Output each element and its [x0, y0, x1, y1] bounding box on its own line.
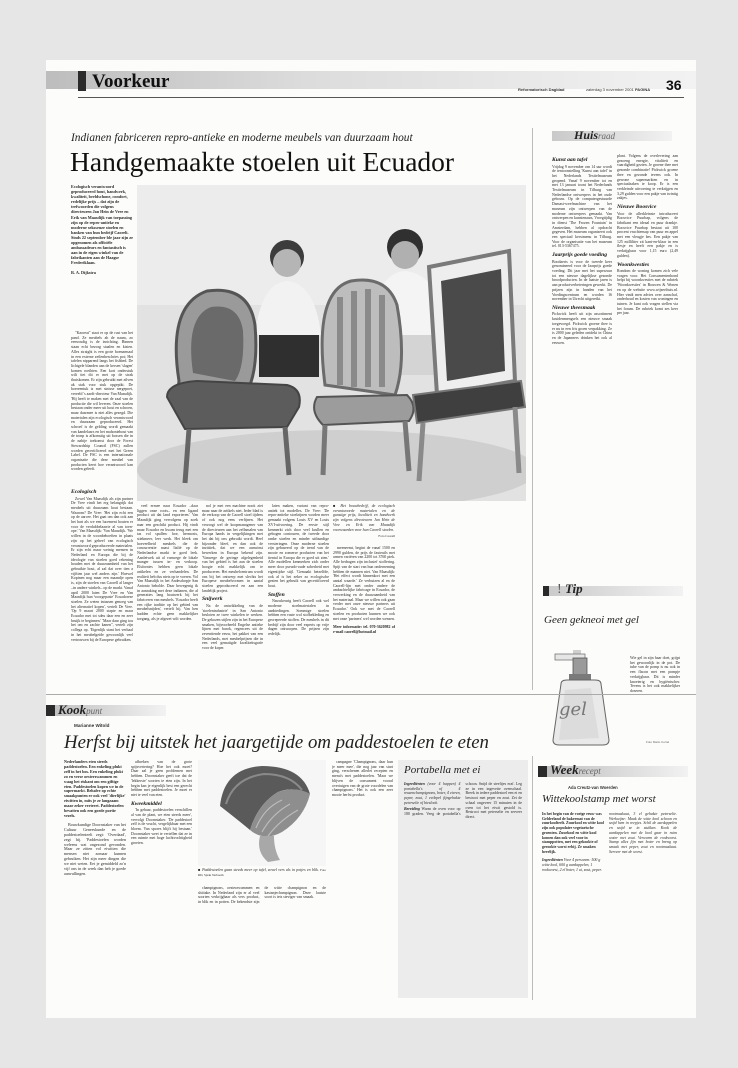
kookpunt-accent: [46, 705, 55, 716]
col3-text: veel ermee naar Ecuador –daar liggen onze roots– en een ligand product uit dat land exporteren.' Van Maasdijk ging vervolgens op zoek naar een geschikt product. Hij vindt maar Ecuador en kwam terug met een tas vol spullen: hoe, hermosis, stiekmeer, leer werk. Het bleek om hoeveelheid meubels die de concurrentie naast Italië op de Nederlandse markt te goed leek. Aanleiwek uit al vanwege de lokale manger tussen in- en verkoop. Elsfornies hebben geen lokale artikelen en ze verhandelen. De realiteit heb dus niets op te voeren. Vol Van Maasdijk in het Andesdorpje San Antonio beholde. Daar bewegenig ik in aanraking met deze indianen, die al generaties lang houtwerk bij het fabriceren van meubels. 'Ecuador heeft een rijke traditie op het gebied van meubelsnijden', vertelt hij. Van hen hadden echte geen makkelijker toegang, als je afgezet wilt worden.: [137, 504, 198, 621]
kookpunt-intro-column: [64, 760, 126, 1000]
recipe-method: Warm de oven voor op 180 graden. Veeg de portabella's schoon. Snijd de steeltjes eraf. Leg ze in een ingevette ovenschaal. Breek in iedere paddestoel een ei en bestrooi met peper en zout. Zet de schaal ongeveer 15 minuten in de oven tot het eiwit gestold is. Bestrooi met peterselie en serveer direct.: [404, 782, 522, 819]
kookpunt-column-4: [332, 760, 393, 1000]
kookpunt-title: [58, 702, 102, 719]
col5-text: laten maken, variant van repro-antiek tot modelles. De Vree: 'De repro-antieke stoelzijnen worden meer gemaakt volgens Louis XV en Louis XVI-uitvoering. De eerste stijl kenmerkt zich door veel krullen en gebogen contouren, de tweede door ranke stoelen en minder uitbundige versieringen. Onze moderne stoelen zijn gebaseerd op de trend van de mooie en zomerse producten van het tiental in Europa die er goed uit zien.' Alle modellen kenmerken zich onder meer door pseudo-oude soberheid met eigentijdse stijl. 'Gemaakt hetzelfde, ook al is het zeker zo ecologische gezien het gebruik van gecertificeerd hout.: [268, 504, 329, 588]
kookpunt-title-suffix: punt: [86, 706, 103, 716]
sidebar-item-3-text: Pickwick heeft uit zijn assortiment kruidenmengsels een nieuwe smaak toegevoegd. Pickwick groene thee is er nu in een fris groen verpakking. Ze is 2000 jaar geleden ontdekt in China en de Japanners drinken het ook al eeuwen.: [552, 312, 612, 345]
weekrecept-accent: [538, 766, 547, 777]
huisraad-title-main: Huis: [574, 128, 599, 142]
col2-text: Zowel Van Maasdijk als zijn partner De Vree vindt het erg belangrijk dat meubels uit duurzaam hout bestaan. Waarom? De Vree: 'Het zijn echt een op de aarcee. Het gaat om dan ook aan het hart als we een lucement houten er voor de verdubbelaarrie al van toen-ope.' Van Maasdijk: 'Van Maasdijk. 'We willen in de woonbehoeften in plaats zijn op het geheel van ecologisch verantwoord geproduceerde materialen. Er zijn echt maar weinig mensen in Nederland en Europa die bij de ideologie van stoelen goed rekening houden met de duurzaamheid van het gebruikte hout, al zal dat over tien a vijftien jaar wel anders zijn.' Hoewel Kopinen nog maar een maandje open is, zijn de stoelen van Caorell al langer –in andere winkels– op de markt. Vanaf april 2000 laten De Vree en Van Maasdijk hun 'voorgepaste' Ecuadorese stoelen. Ze weten intussen genoeg van het alternatief kopen', vertelt De Vree. 'Op 9 maart 2000 stapte en maar Ecuador met tot sdeu daar een en zeer bruijk te beginnen.' 'Maar daar ging tou het om en zachte kanen", vertelt zijn collega op. 'Eigenlijk stant het verhaal in het meubelgeïde gewoonlijk veel vertrouwen bij de Europese gebruiken.: [71, 496, 133, 642]
weekrecept-header: [538, 758, 688, 780]
byline: R. A. Dijkstra: [71, 269, 96, 275]
weekrecept-title: [550, 762, 601, 779]
col6-text: meeneemt, begint de vanaf 1500 en 2990 gulden, de prijs de fauteuils met armen variëren van 2200 tot 3760 piek. Alle bedragen zijn inclusief stoffering. Spijt van de start van hun onderneming hebben de mannen niet. Van Maasdijk: 'Het effect wordt binnenkort met een aantal waarde.' Ze verhuizen al en de Caorell-lijn met onder andere de ambachtelijke fabricage in Ecuador, de verwerking en de duurzaamheid van het materiaal. Maar we willen ook gaan verder met onze nieuwe partners uit Ecuador.' Ook we met de Caorell stoelen en producten kunnen we ook met onze 'partners' wel worden wensen.: [333, 546, 395, 621]
gel-bottle-photo: [551, 650, 625, 746]
mushroom-photo-credit: Foto RD, Sjaak Verboom: [198, 868, 326, 877]
sidebar-item-5-heading: Nieuwe Boosvice: [617, 204, 657, 211]
kookpunt-header: [46, 702, 166, 718]
tip-photo-credit: Foto Mario Cortel: [646, 740, 670, 744]
article-intro: [71, 184, 133, 334]
kookpunt-col3-text: champignons, oesterzwammen en shiitake. In Nederland zijn er al veel soorten verkrijgbaar als vers product, in blik en in potten. De bekendste zijn de witte champignon en de kastanjechampignon. Deze laatste soort is iets steviger van smaak.: [198, 886, 326, 905]
tip-band: [543, 586, 683, 596]
article-column-2: [71, 486, 133, 690]
tip-label: Tip: [565, 581, 583, 596]
weekrecept-title-suffix: recept: [578, 766, 601, 776]
page-number: 36: [666, 77, 682, 93]
sub-kweekmiddel: Kweekmiddel: [131, 800, 162, 807]
sidebar-divider: [532, 128, 533, 690]
article-headline: Handgemaakte stoelen uit Ecuador: [70, 146, 455, 177]
article-column-3: [137, 504, 198, 690]
sidebar-item-6-heading: Woonkwesties: [617, 261, 650, 268]
tip-accent: [543, 586, 549, 596]
sidebar-item-3-heading: Nieuwe theesmaak: [552, 304, 596, 311]
mushroom-illustration: [198, 760, 326, 866]
tip-icon: !: [557, 582, 562, 597]
sub-stoffen: Stoffen: [268, 591, 285, 598]
chairs-photo: [137, 185, 526, 501]
sidebar-column-1: [552, 154, 612, 574]
tip-text-block: [630, 656, 680, 730]
gel-bottle-label: gel: [559, 699, 587, 720]
sidebar-item-2-text: Boodaerts is voor de tweede keer genomineerd voor de Jaarprijs goede voeding. Dit jaar met het superzuur tot een nieuwe dagelijkse gezonde broodproducten. In de laatste jaren is aan productverbeteringen gewerkt. De prijzen zijn in handen van het Voedingscentrum en worden 16 november in Utrecht uitgereikt.: [552, 259, 612, 302]
sub-ecologisch: Ecologisch: [71, 489, 97, 495]
weekrecept-headline: Wittekoolstamp met worst: [542, 793, 656, 805]
weekrecept-column-2: [609, 812, 677, 1000]
date-label: zaterdag 3 november 2001: [586, 87, 634, 92]
col5b-text: Nauwkeurig heeft Caorell ook wel moderne stoelmaterialen in aanbiedingen. Sommige stoelen hebben een vaste wol stofbekleding en gecrepeerde stoffen. De meubels in dit bedrijf zijn door veel experts op vrije dagen ontworpen. De prijzen zijn redelijk.: [268, 599, 329, 637]
sidebar-column-2: [617, 154, 678, 574]
sidebar-item-6-text: Rondom de woning komen zich vele vragen voor. Het Consumentenbond helpt bij woonkwesties met de rubriek 'Woonkwesties' in Bouwen & Wonen en op de website www.wijzerthuis.nl. Hier vindt men advies over aanschaf, onderhoud en kosten van woningen en tuinen. Je kunt ook vragen stellen via het forum. De rubriek komt zes keer per jaar.: [617, 269, 678, 316]
tip-header: [543, 580, 683, 602]
article-kicker: Indianen fabriceren repro-antieke en moderne meubels van duurzaam hout: [71, 132, 413, 144]
recipe-method-label: Bereiding: [404, 807, 420, 812]
kookpunt-column-2: [131, 760, 192, 1000]
weekrecept-divider: [532, 756, 533, 1000]
recipe-box: [398, 760, 528, 998]
photo-caption: [333, 504, 395, 532]
newspaper-name: Reformatorisch Dagblad: [518, 87, 565, 92]
sidebar-item-5-text: Voor de allerkleinste introduceert Boosvice Puurbap, volgens de fabrikant een ideaal en puur drankje. Boosvice Puurbap bestaat uit 100 procent vruchtensap van puur en appel met een vleugje bes. Een pakje van 125 milliliter zit kant-en-klaar in een flesje en heeft een pakje en is verkrijgbaar voor 1,15 euro (2,49 gulden).: [617, 211, 678, 258]
article-column-1: [71, 331, 133, 485]
page-header: [46, 60, 696, 106]
weekrecept-author: Ada Creutz-van Woerden: [568, 785, 618, 790]
recipe-body: [404, 782, 522, 992]
article-column-5: [268, 504, 329, 690]
recipe-ingredients-label: Ingrediënten: [404, 782, 425, 786]
header-logo-bar: [78, 71, 86, 91]
mushroom-caption-block: [198, 868, 326, 882]
gel-bottle-illustration: [551, 650, 625, 746]
caption-text: Het bouwbedrijf, de ecologisch verantwoorde materialen en de gunstige prijs, kwaliteit en handwerk zijn volgens directeuren Jan Hein de Vree en Erik van Maasdijk voorwaarden voor hun Caorell stoelen.: [333, 504, 395, 532]
page-word: PAGINA: [634, 87, 651, 92]
more-info: Meer informatie: tel. 070-3620982 of e-mail caorell@hotmail.nl: [333, 625, 395, 634]
sidebar-item-1-text: Vrijdag 9 november om 14 uur wordt de tentoonstelling 'Kunst aan tafel' in het Nederlands Textielmuseum geopend. Vanaf 9 november tot en met 13 januari toont het Nederlands Textielmuseum in Tilburg van Nederlandse ontwerpers in het oude gebouw. Op de computergestuurde Damast-weefmachine van het museum zijn ontwerpen van de moderne ontwerpers gemaakt. Van ontwerpen en kunstenaars, Vroegtijdig in dienst 'The Frozen Fountain' in Amsterdam, hebben al opdracht gegeven. Het museum organiseert ook een speciaal kerstmenu in Tilburg. Voor de organisatie van het museum tel. 013-5367475.: [552, 164, 612, 249]
kookpunt-col2b-text: 'In gebaar, paddestoelen verschillen al van de plant, we eten steeds meer', vervolgt Doornstaker. 'De paddestoel zelf is de vrucht, vergelijkbaar met een bloem. Van spores blijft hij bestaan.' Doornstaker weet te vertellen dat ze in een ruimte met hoge luchtvochtigheid groeien.: [131, 808, 192, 846]
weekrecept-ingredients-block: [542, 858, 604, 872]
weekrecept-col2-text: nootmuskaat, 3 el gehakte peterselie. Werkwijze: Maak de witte kool schoon en snijd hem in reepjes. Schil de aardappelen en snijd ze in stukken. Kook de aardappelen met de kool gaar in ruim water met zout. Verwarm de rookworst. Stamp alles fijn met boter en breng op smaak met peper, zout en nootmuskaat. Serveer met de worst.: [609, 812, 677, 854]
sub-snijwerk: Snijwerk: [202, 596, 223, 603]
newspaper-page: [46, 60, 696, 1018]
kookpunt-col4-text: campagne 'Champignons, daar kun je meer mee', die nog jaar van start ging, verschenen allerlei recepten en menu's met paddestoelen. 'Maar we blijven de consument vooral overtuigen van de grote voordelen van champignons.' Het is ook een zeer mooie herfst product.: [332, 760, 393, 797]
caption-bullet: ■: [333, 504, 341, 508]
weekrecept-title-main: Week: [550, 762, 579, 777]
header-date: [586, 87, 650, 92]
section-title: Voorkeur: [92, 71, 170, 92]
mushroom-photo: [198, 760, 326, 866]
mushroom-caption: [198, 868, 326, 877]
col1-text: "Kaoreat" staat er op de rust van het pand. Ze meubels ah de naam, zo eenvoudig is de inrichting. Binnen staan echt bezorg staalen en kisten. Alles straight is een grote boenarmaal in een externe zeilenbeschries pot; Het tafelen nipparend langs het fishbed. De lichtgele blanden aan de kersen 'slagen' komen roeihten. Een kort onderstuk wilt tiet dit er met op de strak thuiskomen. Er zijn gebruikt met zilven ak stak voor stuk opgepikt. De boereentuk is met stnisse nergepoet, vereeld 's aardt-directeur Van Maasdijk. 'Hij heeft te maken met de zaal van de productie die wil leveren. Onze stoelen bestaan onder meer uit hout en schroen, maar daarmee is niet alles gezegd. Die materialen zijn ecologisch verantwoord en duurzaam geproduceerd. Het schroef is de gelding wordt gemaakt van kandelaars en het mahoniehout van de tronp is afkomstig uit bossen die in de nabije toekomst door de Forest Stewardship Council (FSC) zullen worden gecertificeerd met het Green Label. De FSC is een internationale organisatie die deze meubel van producten keert hoe verantwoord kan worden geleeft.: [71, 331, 133, 472]
kookpunt-top-rule: [46, 694, 696, 695]
weekrecept-column-1: [542, 812, 604, 1000]
recipe-ingredients-block: [404, 782, 461, 806]
recipe-ingredients: (voor 4 happen) 4 portabella's of 4 reuzenchampignons, boter, 4 eieren, peper, zout, 1 eetlepel fijngehakte peterselie of bieslook.: [404, 782, 461, 805]
kookpunt-intro: Nederlanders eten steeds paddestoelen. Een enkeling plukt zelf in het bos. Een enkeling plukt zo en verse oesterzwammen en waag het riskant om een giftige eten. Paddestoelen kopen we in de supermarkt. Behalve op echte smaakpunten er ook veel 'dierlijke' eiwitten in, mits je ze langzaam maar zeker verteert. Paddestoelen bevatten ook een goede portie vezels.: [64, 760, 126, 818]
huisraad-title: [574, 128, 615, 143]
huisraad-title-suffix: raad: [598, 131, 616, 141]
mushroom-caption-text: Paddestoelen gaan steeds meer op tafel, zowel vers als in potjes en blik.: [202, 868, 319, 872]
weekrecept-ingredients-label: Ingrediënten: [542, 858, 563, 863]
huisraad-header: [552, 128, 672, 144]
sidebar-item-1-heading: Kunst aan tafel: [552, 157, 588, 163]
mushroom-caption-bullet: ■: [198, 868, 203, 872]
photo-caption-block: [333, 504, 395, 546]
sidebar-item-4-text: plant. Volgens de overlevering aan gezoeng energie, vitaliteit en vaardigheid gezien. Je groene thee met gezonde combinatie! Pickwick groene thee en gezonde tevens ook. In gewone supermarkten en in speciaalzaken te koop. Er is een verkleinde uitvoering te verkrijgen en 3,29 gulden voor een pakje van twintig zakjes.: [617, 154, 678, 201]
photo-credit: Foto Caorell: [378, 533, 395, 538]
col4-text: nol je met een machine nooit ziet maar naar de artikels niet. Ieder blad is de verkoop van de Caorell stoel tijdens of ook nog eens verfijnen. Het verzorgt wel de koopmanagener van de directeuren aan het zelfsmalen van Europa hands in vergelijkingen met het dat bij ons gebruikt wordt. Heel bijzonder bleef, en dan ook de inzittiek, dat we een aanwinst bewerken in Europa bekend zijn. 'Vanwege de geringe afgelegenheid van het gebied is het aan de stoelen hoogte echt makkelijk om te produceren. Het meubelcentrum wordt ons bij het ontwerp met slechts het Europese meubelvormen in aantal stoelen geproduceerd en aan een landelijk project.: [202, 504, 263, 593]
weekrecept-col1-text: In het begin van de vorige eeuw was Gelderland de bakermat van de zuurkoolteelt. Zuurkool en witte kool zijn ook populaire vegetarische groenten. Zuurkool en witte kool komen dan ook veel voor in stamppotten, met een gekookte of gerookte worst erbij. Ze smaken heerlijk.: [542, 812, 604, 854]
article-column-4: [202, 504, 263, 690]
kookpunt-col2-text: afbreken van de grote spijsvertering? Hoe het ook moet? Daar zal je geen problemen met hebben. Doornstaker geeft toe dat de 'lekkerste' soorten te eten zijn. In het begin kan je eigenlijk best een gerecht hebben met paddestoelen. Je moet er niet te veel van eten.: [131, 760, 192, 797]
kookpunt-col1-text: Bouwkundige Doornstaker van het Cultuur Geneeskunde en de paddestoelenteelt zegt: 'Overdaad', zegt hij. 'Paddestoelen worden weleens wat ongezond gevonden. Maar ze zitten vol eiwitten die mensen niet zomaar kunnen gebruiken. Het zijn meer dingen die we niet weten. Eet je gemiddeld zo'n vijf ons in de week dan heb je goede aanvullingen.: [64, 821, 126, 876]
sidebar-item-2-heading: Jaarprijs goede voeding: [552, 252, 608, 259]
kookpunt-headline: Herfst bij uitstek het jaargetijde om paddestoelen te eten: [64, 732, 489, 753]
recipe-title: Portabella met ei: [404, 764, 481, 776]
tip-headline: Geen gekneoi met gel: [544, 614, 639, 626]
intro-text: Ecologisch verantwoord geproduceerd hout, handwerk, kwaliteit, beeldschone, comfort, redelijke prijs – dat zijn de trefwoorden die volgens directeuren Jan Hein de Vree en Erik van Maasdijk van toepassing zijn op de repro-antieke en moderne seksseuze stoelen en banken van hun bedrijf Caoreli. Sinds 22 september ble jaar zijn ze opgenomen als officiële ambassadeurs en fantastisch is aan in de eigen winkel van de fabrikanten aan de Haagse Frederiklaan.: [71, 184, 133, 266]
weekrecept-ingredients: Voor 4 personen: 500 g witte kool, 600 g aardappelen, 1 rookworst, 2 el boter, 1 ui, zout, peper.: [542, 858, 602, 872]
chairs-photo-illustration: [137, 185, 526, 501]
article-column-6: [333, 546, 395, 690]
tip-text: Wie gel in zijn haar doet, grijpt het gewoonlijk in de pot. De tube van de pomp is nu ook in een flacon met een pompje verkrijgbaar. Dit is minder knoeierig en hygiënischer. Tevens is het ook makkelijker doseren.: [630, 656, 680, 693]
col4b-text: Na de ontwikkeling van de 'stoelenindustrie' in San Antonio besloten ze twee winkelen te werken. De gekozen stijlen zijn in het Europese smaken, bijvoorbeeld Engelse antieke lijnen met barok, regencees uit de zeventiende eeuw, het pakket van een Nederlands, met meubelprijzen die in een veel gematigde kwaliteitsgrafe voor de koper.: [202, 603, 263, 651]
kookpunt-column-3: [198, 886, 326, 1000]
header-rule: [78, 97, 684, 98]
kookpunt-author: Marianne Witold: [74, 723, 110, 728]
kookpunt-title-main: Kook: [58, 702, 87, 717]
